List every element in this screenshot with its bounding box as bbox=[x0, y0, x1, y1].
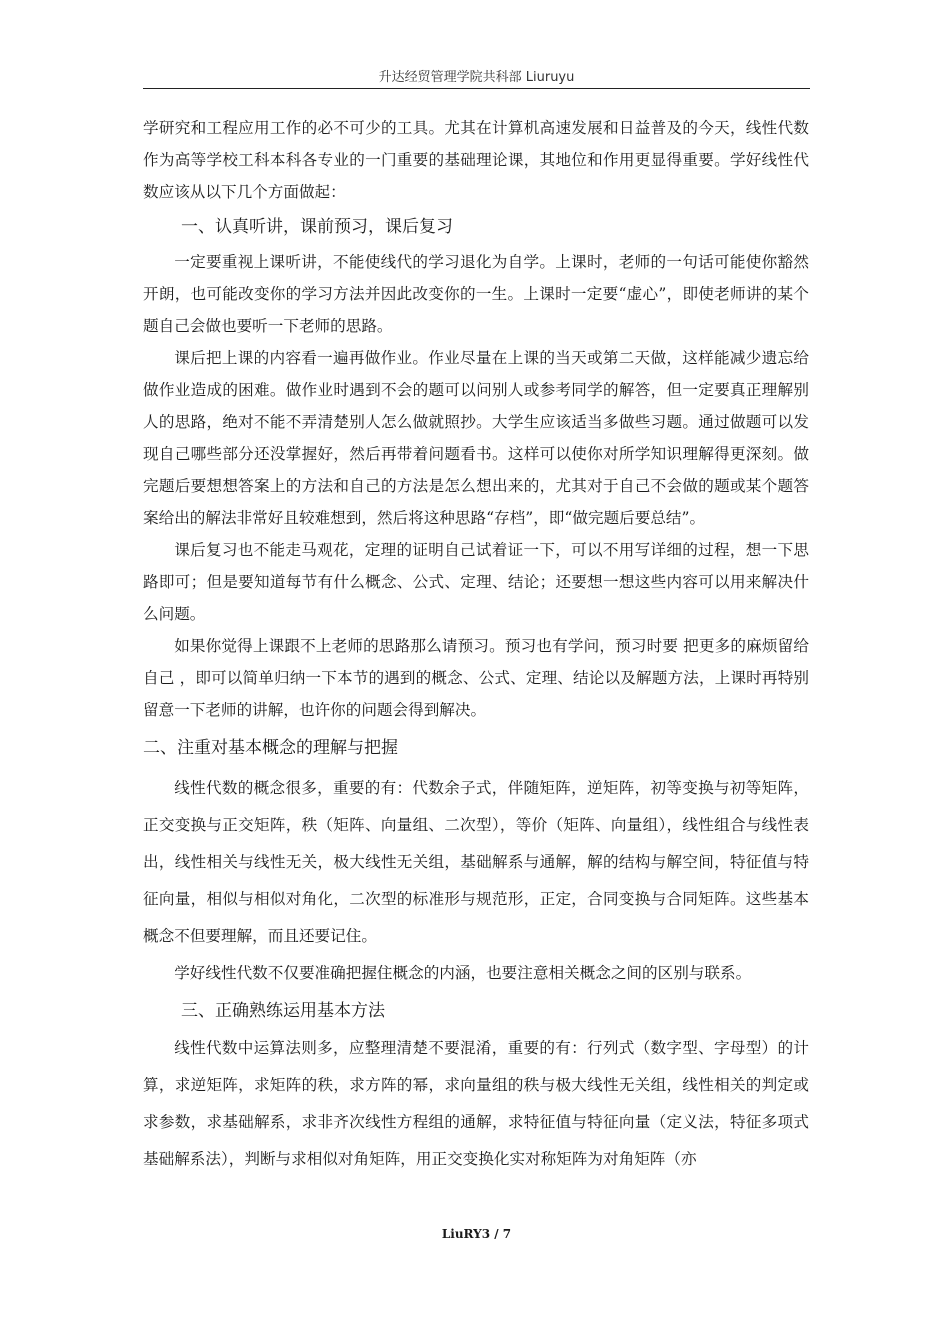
paragraph: 线性代数的概念很多，重要的有：代数余子式，伴随矩阵，逆矩阵，初等变换与初等矩阵，正交变换与正交矩阵，秩（矩阵、向量组、二次型），等价（矩阵、向量组），线性组合与线性表出，线性相关与线性无关，极大线性无关组，基础解系与通解，解的结构与解空间，特征值与特征向量，相似与相似对角化，二次型的标准形与规范形，正定，合同变换与合同矩阵。这些基本概念不但要理解，而且还要记住。 bbox=[143, 779, 809, 945]
page-footer: LiuRY3 / 7 bbox=[441, 1227, 512, 1241]
paragraph: 线性代数中运算法则多，应整理清楚不要混淆，重要的有：行列式（数字型、字母型）的计算，求逆矩阵，求矩阵的秩，求方阵的幂，求向量组的秩与极大线性无关组，线性相关的判定或求参数，求基础解系，求非齐次线性方程组的通解，求特征值与特征向量（定义法，特征多项式基础解系法），判断与求相似对角矩阵，用正交变换化实对称矩阵为对角矩阵（亦 bbox=[143, 1039, 809, 1168]
header-divider bbox=[143, 88, 810, 89]
paragraph: 如果你觉得上课跟不上老师的思路那么请预习。预习也有学问，预习时要 把更多的麻烦留给自己 ，即可以简单归纳一下本节的遇到的概念、公式、定理、结论以及解题方法，上课时再特别留意一下老师的讲解，也许你的问题会得到解决。 bbox=[143, 637, 809, 719]
paragraph: 一定要重视上课听讲，不能使线代的学习退化为自学。上课时，老师的一句话可能使你豁然开朗，也可能改变你的学习方法并因此改变你的一生。上课时一定要“虚心”，即使老师讲的某个题自己会做也要听一下老师的思路。 bbox=[143, 253, 809, 335]
paragraph: 课后复习也不能走马观花，定理的证明自己试着证一下，可以不用写详细的过程，想一下思路即可；但是要知道每节有什么概念、公式、定理、结论；还要想一想这些内容可以用来解决什么问题。 bbox=[143, 541, 809, 623]
section-heading-1: 一、认真听讲，课前预习，课后复习 bbox=[181, 217, 453, 237]
section-heading-3: 三、正确熟练运用基本方法 bbox=[181, 1001, 385, 1021]
section-heading-2: 二、注重对基本概念的理解与把握 bbox=[143, 738, 398, 758]
document-body bbox=[143, 112, 809, 1178]
page-header: 升达经贸管理学院共科部 Liuruyu bbox=[378, 70, 575, 85]
paragraph: 学好线性代数不仅要准确把握住概念的内涵，也要注意相关概念之间的区别与联系。 bbox=[174, 964, 752, 982]
paragraph: 课后把上课的内容看一遍再做作业。作业尽量在上课的当天或第二天做，这样能减少遗忘给做作业造成的困难。做作业时遇到不会的题可以问别人或参考同学的解答，但一定要真正理解别人的思路，绝对不能不弄清楚别人怎么做就照抄。大学生应该适当多做些习题。通过做题可以发现自己哪些部分还没掌握好，然后再带着问题看书。这样可以使你对所学知识理解得更深刻。做完题后要想想答案上的方法和自己的方法是怎么想出来的，尤其对于自己不会做的题或某个题答案给出的解法非常好且较难想到，然后将这种思路“存档”，即“做完题后要总结”。 bbox=[143, 349, 809, 527]
intro-paragraph: 学研究和工程应用工作的必不可少的工具。尤其在计算机高速发展和日益普及的今天，线性代数作为高等学校工科本科各专业的一门重要的基础理论课，其地位和作用更显得重要。学好线性代数应该从以下几个方面做起： bbox=[143, 119, 809, 201]
